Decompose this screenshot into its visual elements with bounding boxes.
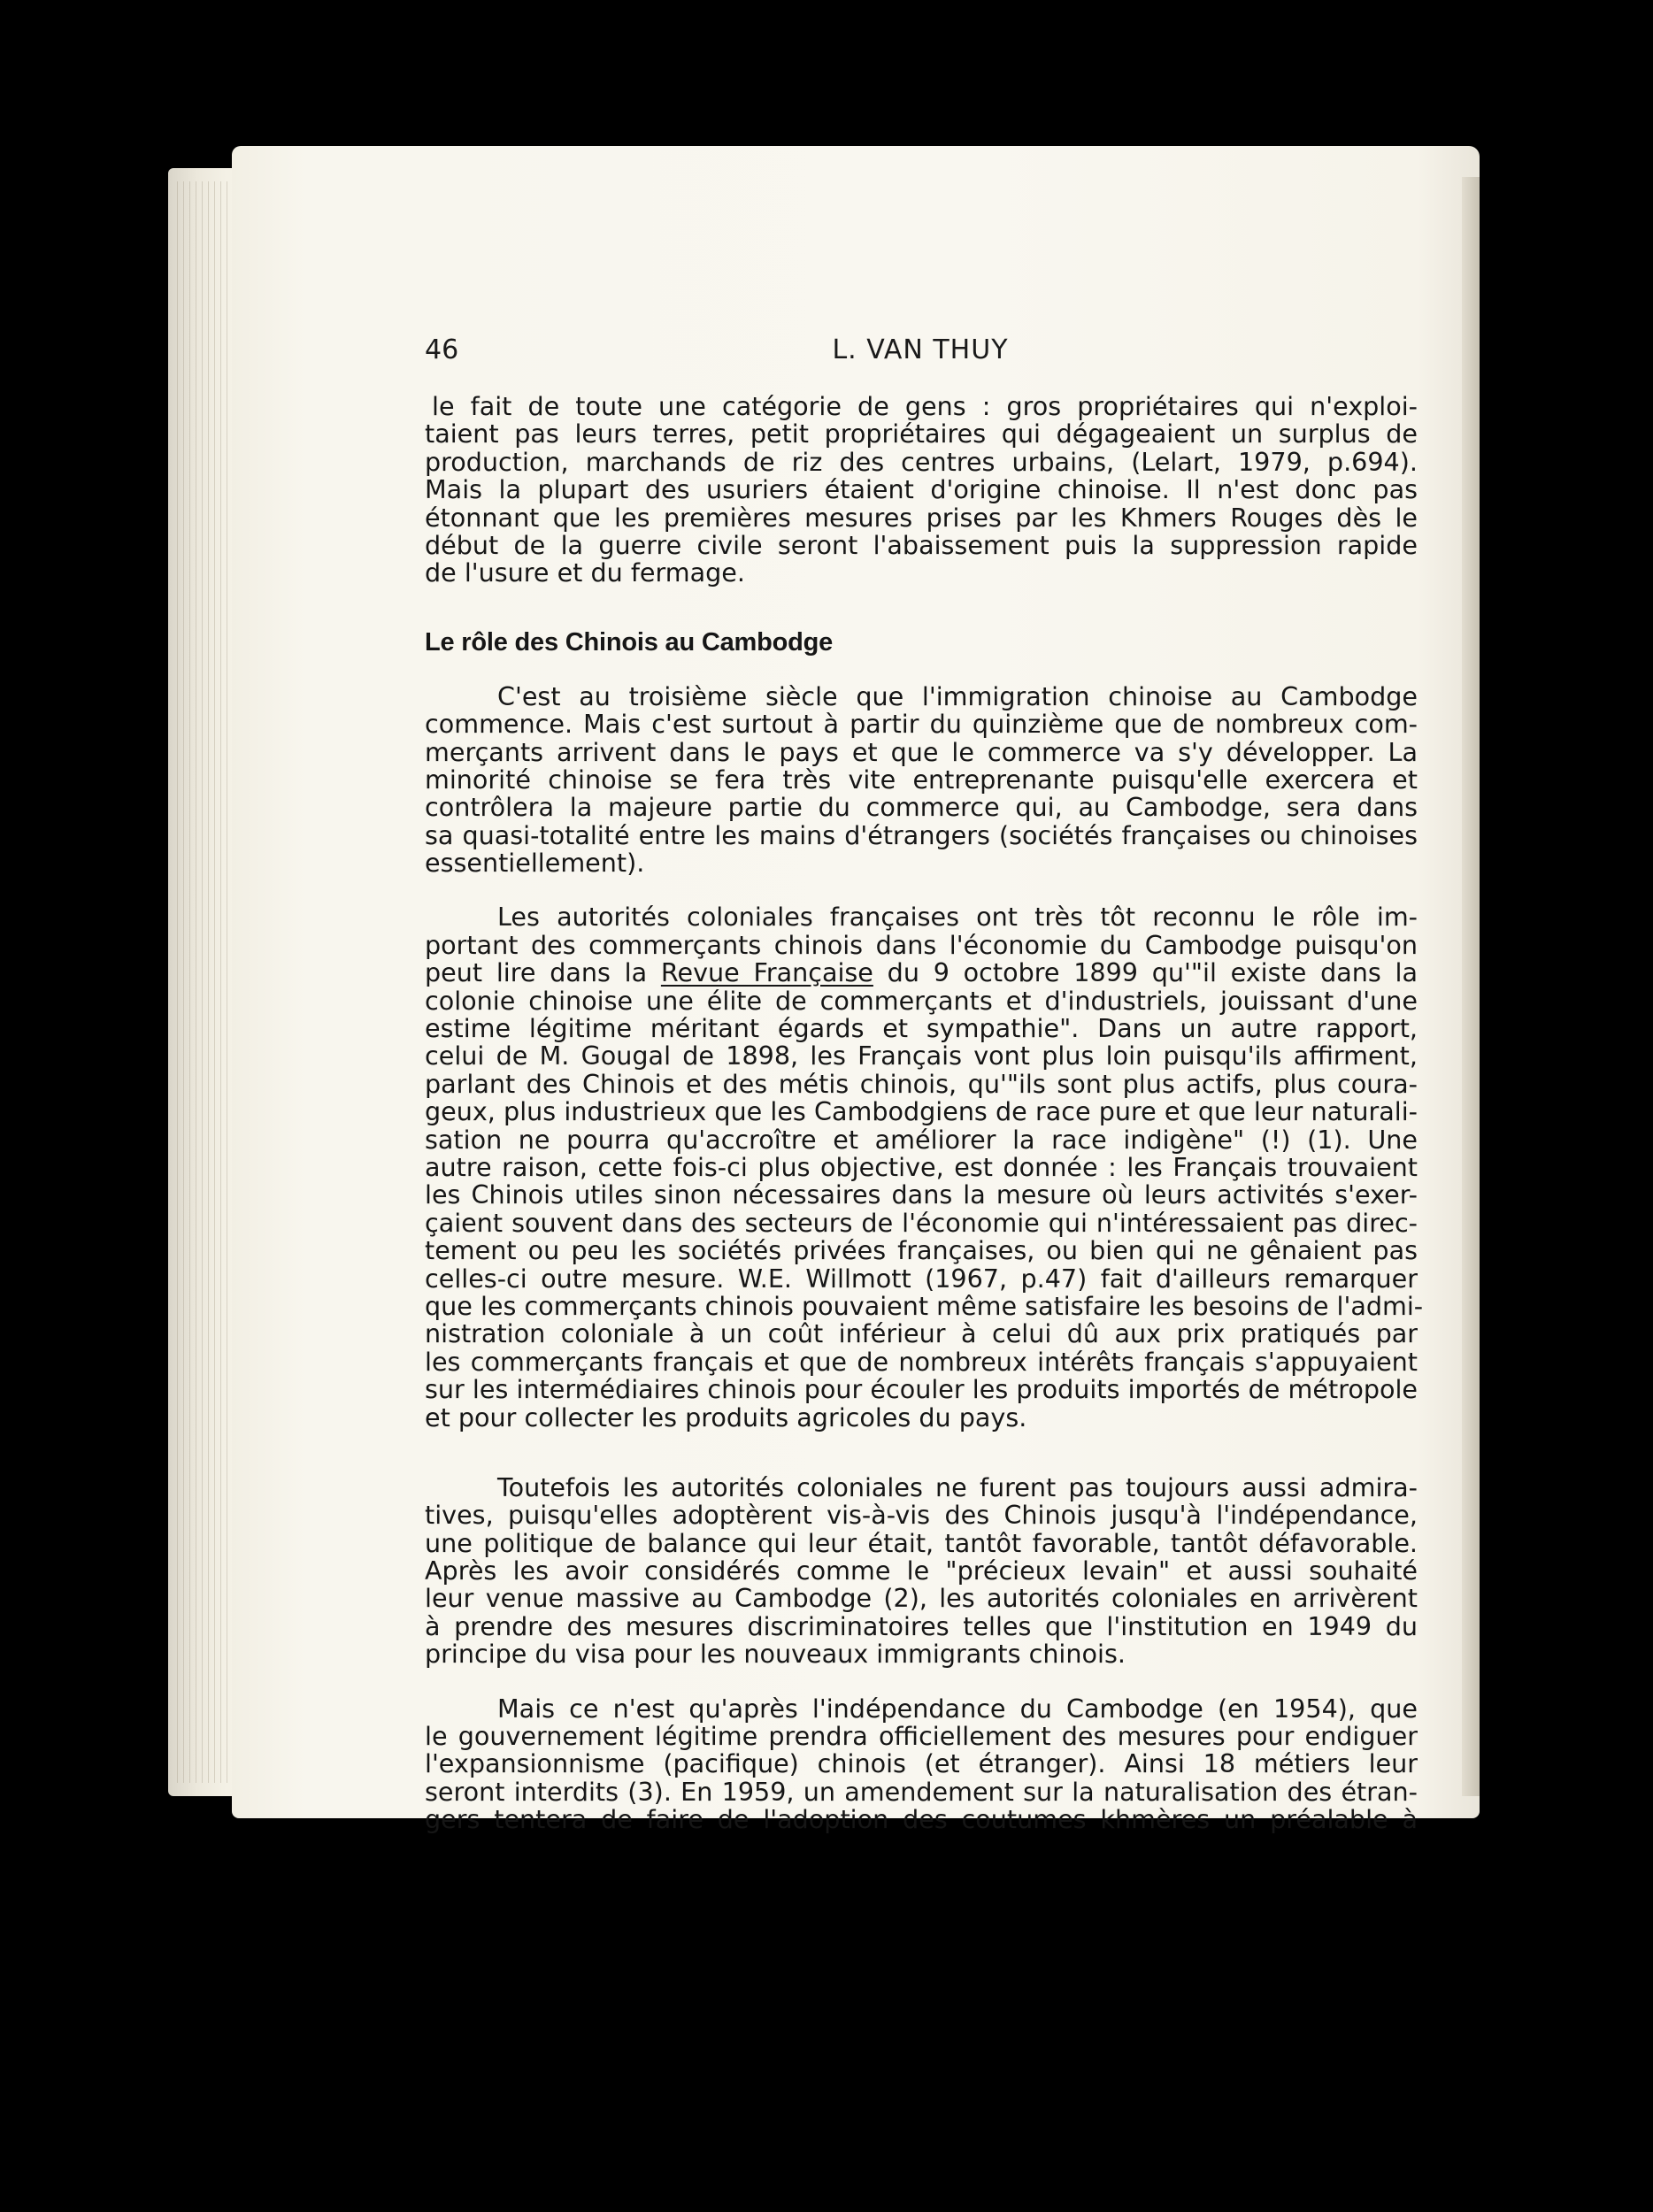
text-line: tives, puisqu'elles adoptèrent vis-à-vis des Chinois jusqu'à l'indépendance, (425, 1500, 1418, 1531)
text-line: çaient souvent dans des secteurs de l'économie qui n'intéressaient pas direc- (425, 1207, 1418, 1238)
page-number: 46 (425, 334, 459, 365)
text-line: les commerçants français et que de nombreux intérêts français s'appuyaient (425, 1346, 1418, 1377)
text-line: tement ou peu les sociétés privées françaises, ou bien qui ne gênaient pas (425, 1235, 1418, 1266)
text-line: Toutefois les autorités coloniales ne furent pas toujours aussi admira- (497, 1471, 1418, 1502)
text-line: geux, plus industrieux que les Cambodgiens de race pure et que leur naturali- (425, 1096, 1418, 1127)
paragraph-2 (425, 680, 1418, 879)
text-line: et pour collecter les produits agricoles du pays. (425, 1402, 1027, 1432)
paragraph-5 (425, 1695, 1418, 1834)
text-line: celles-ci outre mesure. W.E. Willmott (1967, p.47) fait d'ailleurs remarquer (425, 1263, 1418, 1294)
text-line: gers tentera de faire de l'adoption des coutumes khmères un préalable à (425, 1804, 1418, 1835)
text-line-with-underline (425, 959, 1418, 987)
text-line: seront interdits (3). En 1959, un amendement sur la naturalisation des étran- (425, 1776, 1418, 1807)
text-line: estime légitime méritant égards et sympathie". Dans un autre rapport, (425, 1013, 1418, 1044)
text-line: Mais ce n'est qu'après l'indépendance du Cambodge (en 1954), que (497, 1693, 1418, 1724)
text-line: portant des commerçants chinois dans l'économie du Cambodge puisqu'on (425, 929, 1418, 960)
text-line: étonnant que les premières mesures prises par les Khmers Rouges dès le (425, 502, 1418, 533)
paragraph-4 (425, 1471, 1418, 1670)
text-line: sur les intermédiaires chinois pour écouler les produits importés de métropole (425, 1374, 1418, 1405)
text-line: leur venue massive au Cambodge (2), les autorités coloniales en arrivèrent (425, 1583, 1418, 1614)
text-line: merçants arrivent dans le pays et que le commerce va s'y développer. La (425, 736, 1418, 767)
text-line: à prendre des mesures discriminatoires telles que l'institution en 1949 du (425, 1610, 1418, 1641)
text-line: début de la guerre civile seront l'abaissement puis la suppression rapide (425, 529, 1418, 560)
page-fore-edge (1462, 177, 1480, 1796)
text-line: de l'usure et du fermage. (425, 557, 745, 588)
text-line: taient pas leurs terres, petit propriétaires qui dégageaient un surplus de (425, 419, 1418, 449)
text-line: les Chinois utiles sinon nécessaires dans la mesure où leurs activités s'exer- (425, 1179, 1418, 1210)
text-line: le fait de toute une catégorie de gens : gros propriétaires qui n'exploi- (432, 391, 1418, 421)
text-line: production, marchands de riz des centres urbains, (Lelart, 1979, p.694). (425, 446, 1418, 477)
text-line: nistration coloniale à un coût inférieur à celui dû aux prix pratiqués par (425, 1318, 1418, 1349)
text-line: commence. Mais c'est surtout à partir du quinzième que de nombreux com- (425, 709, 1418, 740)
text-span: du 9 octobre 1899 qu'"il existe dans la (873, 957, 1418, 988)
text-line: sa quasi-totalité entre les mains d'étrangers (sociétés françaises ou chinoises (425, 819, 1418, 850)
text-line: que les commerçants chinois pouvaient même satisfaire les besoins de l'admi- (425, 1290, 1424, 1321)
text-line: sation ne pourra qu'accroître et améliorer la race indigène" (!) (1). Une (425, 1124, 1418, 1155)
body-text (425, 391, 1424, 1835)
text-line: celui de M. Gougal de 1898, les Français vont plus loin puisqu'ils affirment, (425, 1041, 1418, 1071)
paragraph-1 (425, 393, 1418, 588)
text-line: colonie chinoise une élite de commerçants et d'industriels, jouissant d'une (425, 985, 1418, 1016)
paragraph-3 (425, 902, 1424, 1432)
text-line: le gouvernement légitime prendra officiellement des mesures pour endiguer (425, 1721, 1418, 1752)
text-line: l'expansionnisme (pacifique) chinois (et étranger). Ainsi 18 métiers leur (425, 1748, 1418, 1779)
text-line: Mais la plupart des usuriers étaient d'origine chinoise. Il n'est donc pas (425, 474, 1418, 505)
running-head (425, 327, 1416, 366)
text-line: contrôlera la majeure partie du commerce qui, au Cambodge, sera dans (425, 792, 1418, 823)
underlined-title: Revue Française (660, 957, 873, 988)
text-line: principe du visa pour les nouveaux immigrants chinois. (425, 1639, 1126, 1670)
text-line: Les autorités coloniales françaises ont très tôt reconnu le rôle im- (497, 902, 1418, 933)
text-line: autre raison, cette fois-ci plus objective, est donnée : les Français trouvaient (425, 1151, 1418, 1182)
running-title: L. VAN THUY (832, 334, 1009, 365)
section-heading: Le rôle des Chinois au Cambodge (425, 627, 834, 657)
text-line: Après les avoir considérés comme le "précieux levain" et aussi souhaité (425, 1555, 1418, 1586)
text-line: une politique de balance qui leur était, tantôt favorable, tantôt défavorable. (425, 1527, 1418, 1558)
text-line: essentiellement). (425, 848, 645, 879)
text-line: parlant des Chinois et des métis chinois, qu'"ils sont plus actifs, plus coura- (425, 1068, 1418, 1099)
text-line: C'est au troisième siècle que l'immigration chinoise au Cambodge (497, 680, 1418, 711)
text-line: minorité chinoise se fera très vite entreprenante puisqu'elle exercera et (425, 764, 1418, 795)
text-span: peut lire dans la (425, 957, 661, 988)
